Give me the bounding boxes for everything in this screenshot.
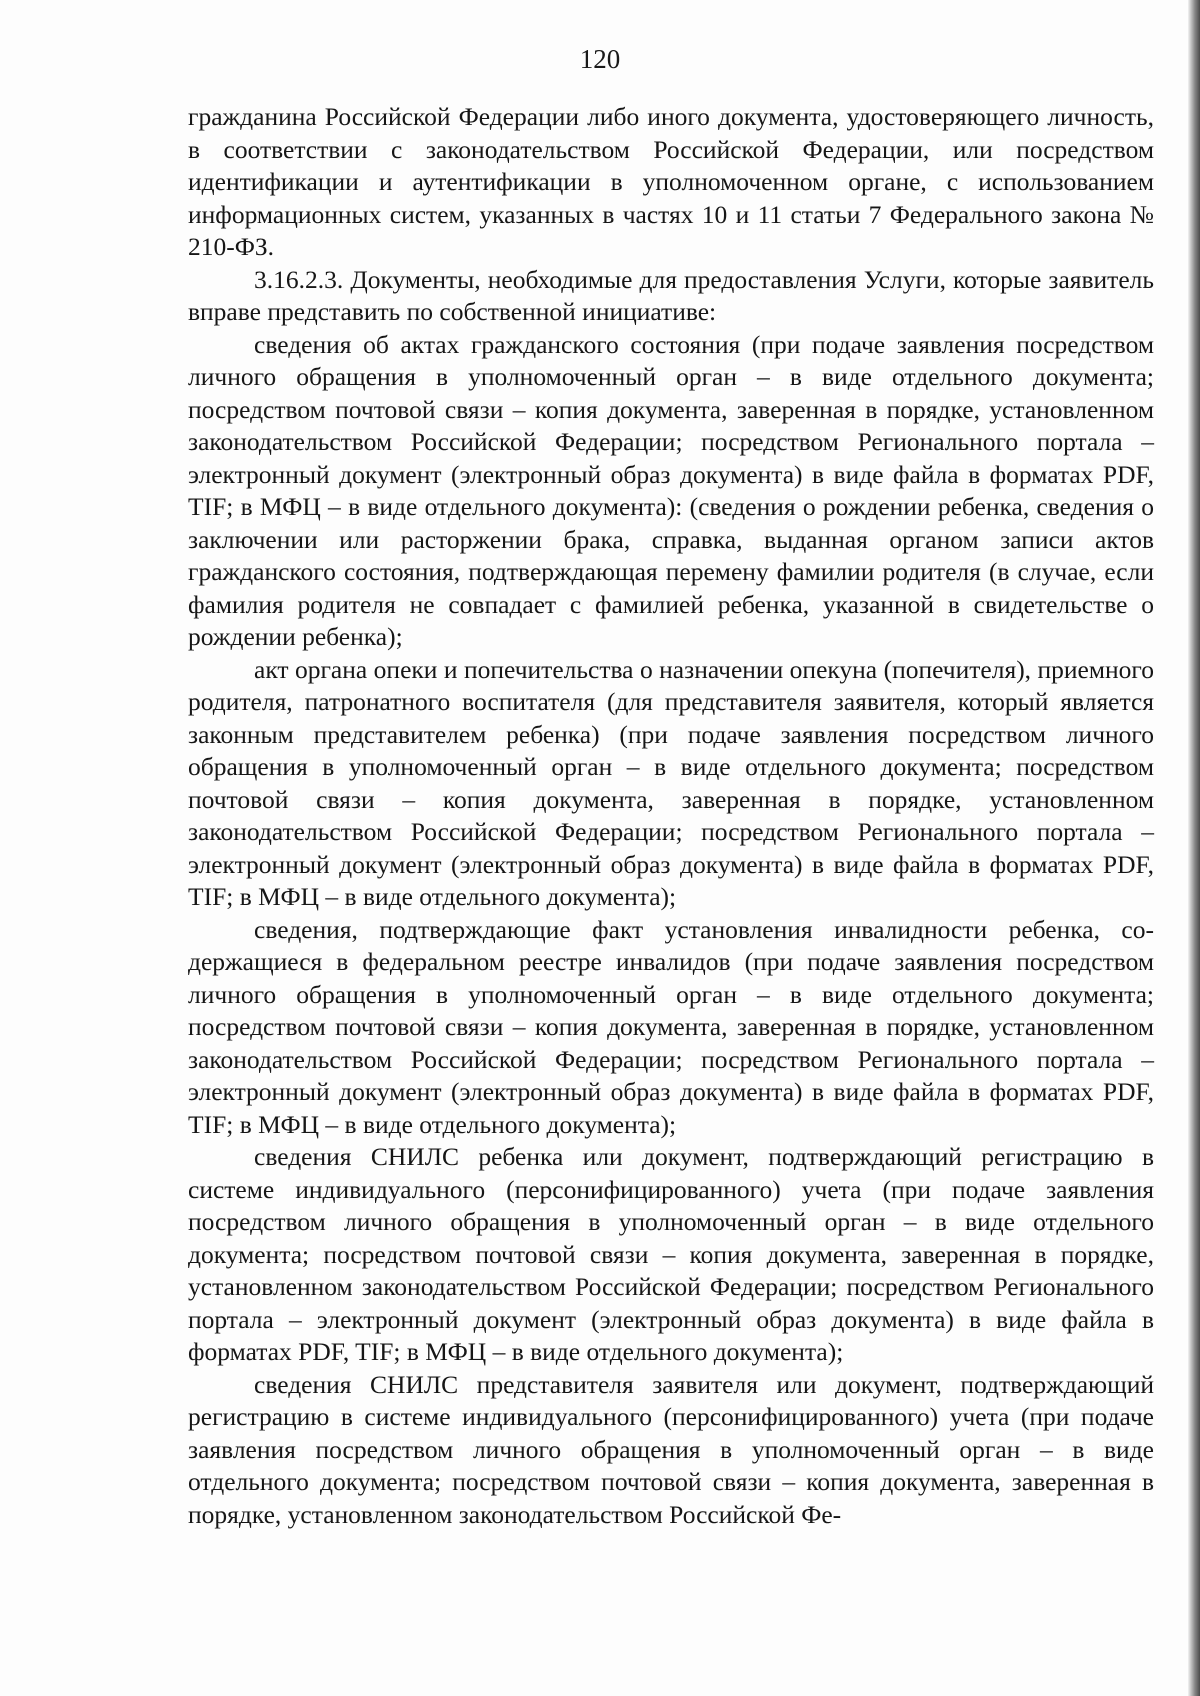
paragraph-child-snils: сведения СНИЛС ребенка или документ, подтверждающий регистрацию в системе индивидуального (персонифицированного) учета (при подаче заявления посредством личного обращения в уполномоченный орган – в виде отдельного документа; посредством почтовой связи – копия документа, заверенная в порядке, установленном законодательством Российской Федерации; посредством Регионального портала – электронный документ (электронный образ документа) в виде файла в форматах PDF, TIF; в МФЦ – в виде отдельного документа);	[188, 1142, 1154, 1366]
scan-border-shadow	[1188, 0, 1200, 1696]
paragraph-disability-info: сведения, подтверждающие факт установления инвалидности ребенка, содержащиеся в федеральном реестре инвалидов (при подаче заявления посредством личного обращения в уполномоченный орган – в виде отдельного документа; посредством почтовой связи – копия документа, заверенная в порядке, установленном законодательством Российской Федерации; посредством Регионального портала – электронный документ (электронный образ документа) в виде файла в форматах PDF, TIF; в МФЦ – в виде отдельного документа);	[188, 914, 1154, 1139]
paragraph-representative-snils: сведения СНИЛС представителя заявителя или документ, подтверждающий регистрацию в системе индивидуального (персонифицированного) учета (при подаче заявления посредством личного обращения в уполномоченный орган – в виде отдельного документа; посредством почтовой связи – копия документа, заверенная в порядке, установленном законодательством Российской Фе-	[188, 1369, 1154, 1529]
page-number: 120	[579, 44, 621, 74]
paragraph-guardianship-act: акт органа опеки и попечительства о назначении опекуна (попечителя), приемного родителя, патронатного воспитателя (для представителя заявителя, который является законным представителем ребенка) (при подаче заявления посредством личного обращения в уполномоченный орган – в виде отдельного документа; посредством почтовой связи – копия документа, заверенная в порядке, установленном законодательством Российской Федерации; посредством Регионального портала – электронный документ (электронный образ документа) в виде файла в форматах PDF, TIF; в МФЦ – в виде отдельного документа);	[188, 654, 1154, 911]
paragraph-section-3-16-2-3: 3.16.2.3. Документы, необходимые для предоставления Услуги, которые заявитель вправе представить по собственной инициативе:	[188, 264, 1154, 326]
document-body	[188, 101, 1154, 1531]
paragraph-civil-status-records: сведения об актах гражданского состояния (при подаче заявления посредством личного обращения в уполномоченный орган – в виде отдельного документа; посредством почтовой связи – копия документа, заверенная в порядке, установленном законодательством Российской Федерации; посредством Регионального портала – электронный документ (электронный образ документа) в виде файла в форматах PDF, TIF; в МФЦ – в виде отдельного документа): (сведения о рождении ребенка, сведения о заключении или расторжении брака, справка, выданная органом записи актов гражданского состояния, подтверждающая перемену фамилии родителя (в случае, если фамилия родителя не совпадает с фамилией ребенка, указанной в свидетельстве о рождении ребенка);	[188, 329, 1154, 651]
paragraph-continuation: гражданина Российской Федерации либо иного документа, удостоверяющего личность, в соответствии с законодательством Российской Федерации, или посредством идентификации и аутентификации в уполномоченном органе, с использованием информационных систем, указанных в частях 10 и 11 статьи 7 Федерального закона № 210-ФЗ.	[188, 102, 1154, 261]
